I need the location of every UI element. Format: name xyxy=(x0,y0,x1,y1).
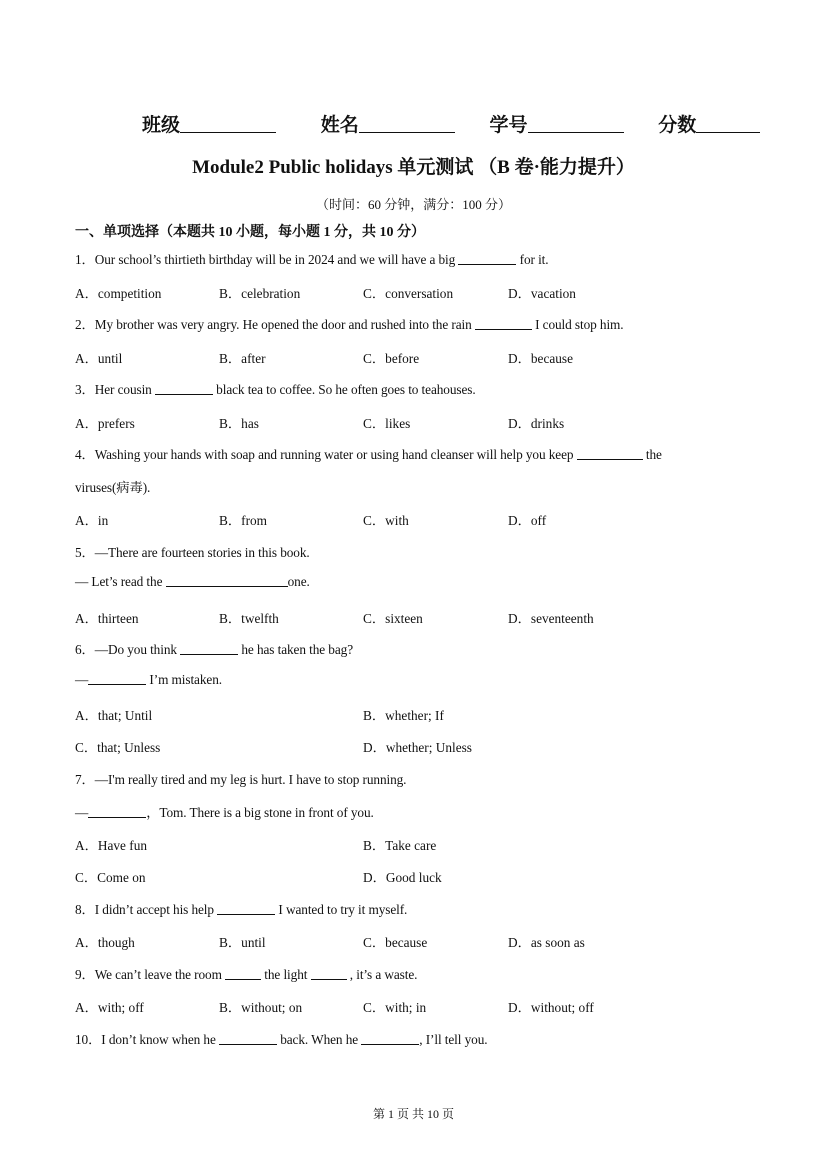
question-7: 7．—I'm really tired and my leg is hurt. I have to stop running. xyxy=(75,772,407,787)
answer-blank[interactable] xyxy=(180,642,238,655)
option-a[interactable]: A．prefers xyxy=(75,416,135,431)
option-c[interactable]: C．sixteen xyxy=(363,611,423,626)
student-id-field[interactable]: 学号 xyxy=(490,110,624,137)
answer-blank[interactable] xyxy=(166,574,288,587)
answer-blank[interactable] xyxy=(219,1032,277,1045)
option-d[interactable]: D．seventeenth xyxy=(508,611,594,626)
answer-blank[interactable] xyxy=(458,252,516,265)
option-d[interactable]: D．off xyxy=(508,513,547,528)
option-b[interactable]: B．after xyxy=(219,351,266,366)
question-5-response: — Let’s read the one. xyxy=(75,574,310,589)
option-a[interactable]: A．with; off xyxy=(75,1000,144,1015)
option-c[interactable]: C．before xyxy=(363,351,420,366)
answer-blank[interactable] xyxy=(577,447,643,460)
option-d[interactable]: D．Good luck xyxy=(363,870,442,885)
student-info-row xyxy=(142,110,760,137)
question-10: 10．I don’t know when he back. When he , I’ll tell you. xyxy=(75,1032,488,1047)
option-d[interactable]: D．whether; Unless xyxy=(363,740,472,755)
answer-blank[interactable] xyxy=(155,382,213,395)
section-heading: 一、单项选择（本题共 10 小题，每小题 1 分，共 10 分） xyxy=(75,225,425,240)
option-b[interactable]: B．from xyxy=(219,513,268,528)
question-7-response: — ，Tom. There is a big stone in front of you. xyxy=(75,805,374,820)
option-b[interactable]: B．until xyxy=(219,935,266,950)
question-8: 8．I didn’t accept his help I wanted to try it myself. xyxy=(75,902,408,917)
answer-blank[interactable] xyxy=(88,805,146,818)
question-4-continued: viruses(病毒). xyxy=(75,480,151,495)
page-number: 第 1 页 共 10 页 xyxy=(372,1107,454,1121)
answer-blank[interactable] xyxy=(225,967,261,980)
exam-info: （时间：60 分钟，满分：100 分） xyxy=(315,197,511,212)
score-blank[interactable] xyxy=(696,114,760,133)
question-5: 5．—There are fourteen stories in this book. xyxy=(75,545,310,560)
answer-blank[interactable] xyxy=(361,1032,419,1045)
option-a[interactable]: A．until xyxy=(75,351,123,366)
question-6: 6．—Do you think he has taken the bag? xyxy=(75,642,353,657)
option-c[interactable]: C．with xyxy=(363,513,409,528)
option-a[interactable]: A．Have fun xyxy=(75,838,148,853)
option-c[interactable]: C．likes xyxy=(363,416,411,431)
option-d[interactable]: D．as soon as xyxy=(508,935,585,950)
option-b[interactable]: B．twelfth xyxy=(219,611,279,626)
question-9: 9．We can’t leave the room the light , it’s a waste. xyxy=(75,967,418,982)
option-b[interactable]: B．without; on xyxy=(219,1000,303,1015)
option-a[interactable]: A．in xyxy=(75,513,109,528)
question-6-response: — I’m mistaken. xyxy=(75,672,222,687)
option-c[interactable]: C．because xyxy=(363,935,428,950)
answer-blank[interactable] xyxy=(88,672,146,685)
option-d[interactable]: D．vacation xyxy=(508,286,576,301)
name-field[interactable]: 姓名 xyxy=(321,110,455,137)
class-blank[interactable] xyxy=(180,114,276,133)
option-c[interactable]: C．with; in xyxy=(363,1000,427,1015)
id-blank[interactable] xyxy=(528,114,624,133)
option-c[interactable]: C．that; Unless xyxy=(75,740,161,755)
option-b[interactable]: B．whether; If xyxy=(363,708,444,723)
score-field[interactable]: 分数 xyxy=(658,110,760,137)
option-c[interactable]: C．Come on xyxy=(75,870,146,885)
question-3: 3．Her cousin black tea to coffee. So he often goes to teahouses. xyxy=(75,382,476,397)
page-title: Module2 Public holidays 单元测试 （B 卷·能力提升） xyxy=(192,157,635,178)
class-field[interactable]: 班级 xyxy=(142,110,276,137)
answer-blank[interactable] xyxy=(311,967,347,980)
answer-blank[interactable] xyxy=(217,902,275,915)
option-b[interactable]: B．Take care xyxy=(363,838,437,853)
option-d[interactable]: D．drinks xyxy=(508,416,565,431)
option-a[interactable]: A．though xyxy=(75,935,135,950)
option-a[interactable]: A．that; Until xyxy=(75,708,153,723)
option-c[interactable]: C．conversation xyxy=(363,286,454,301)
question-4: 4．Washing your hands with soap and running water or using hand cleanser will help you keep the xyxy=(75,447,662,462)
name-blank[interactable] xyxy=(359,114,455,133)
option-d[interactable]: D．because xyxy=(508,351,573,366)
option-a[interactable]: A．competition xyxy=(75,286,162,301)
answer-blank[interactable] xyxy=(475,317,532,330)
option-a[interactable]: A．thirteen xyxy=(75,611,139,626)
question-2: 2．My brother was very angry. He opened the door and rushed into the rain I could stop him. xyxy=(75,317,624,332)
option-b[interactable]: B．has xyxy=(219,416,259,431)
option-d[interactable]: D．without; off xyxy=(508,1000,594,1015)
question-1: 1．Our school’s thirtieth birthday will be in 2024 and we will have a big for it. xyxy=(75,252,549,267)
option-b[interactable]: B．celebration xyxy=(219,286,301,301)
